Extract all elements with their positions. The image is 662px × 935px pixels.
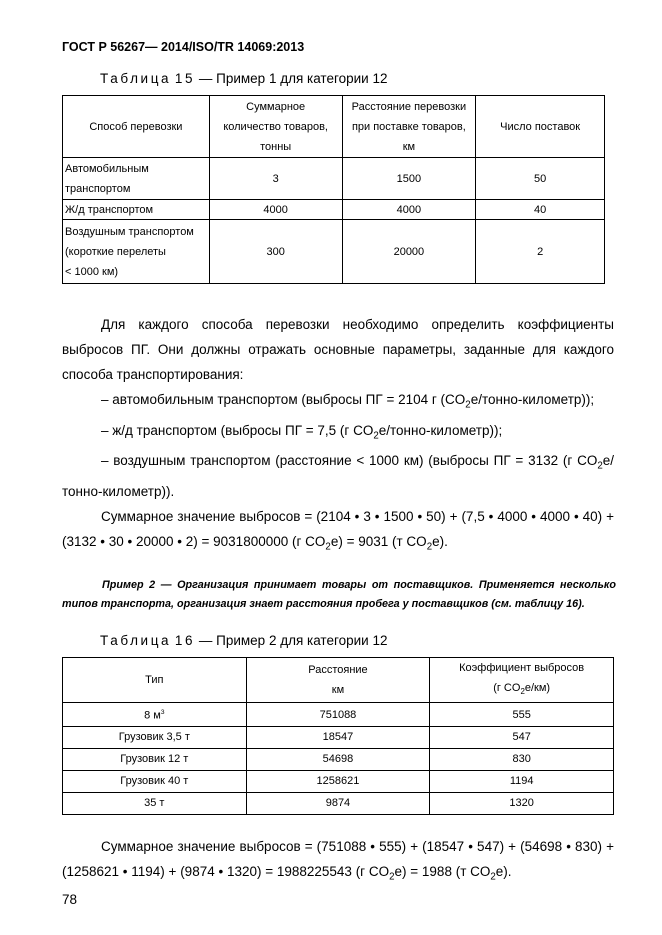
table15-cell-distance: 4000: [342, 200, 476, 220]
table16-cell-coefficient: 1320: [430, 792, 614, 814]
page-header: ГОСТ Р 56267— 2014/ISO/TR 14069:2013: [62, 40, 305, 54]
table16-header-type: Тип: [63, 658, 247, 703]
table15-header-mode: Способ перевозки: [63, 96, 210, 158]
table15-caption-word: Таблица: [100, 71, 172, 86]
table15-cell-mode: Автомобильным транспортом: [63, 158, 210, 200]
table-row: [63, 726, 614, 748]
table-row: [63, 792, 614, 814]
table16-caption-word: Таблица: [100, 633, 172, 648]
total-emissions-1: Суммарное значение выбросов = (2104 • 3 • 1500 • 50) + (7,5 • 4000 • 4000 • 40) + (3132 • 30 • 20000 • 2) = 9031800000 (г $CO_2е) = 9031$ (т $CO_2е$).: [62, 509, 614, 553]
table16-cell-distance: 54698: [246, 748, 430, 770]
table-row: [63, 770, 614, 792]
table16-header-coefficient: Коэффициент выбросов (г $CO_2е/км$): [430, 658, 614, 703]
table16-header-row: [63, 658, 614, 703]
table15-cell-tons: 3: [209, 158, 342, 200]
bullet-air: – воздушным транспортом (расстояние < 1000 км) (выбросы ПГ = 3132 (г $CO_2е/тонно-километр$)).: [62, 453, 614, 500]
table-15: [62, 95, 605, 284]
table16-cell-coefficient: 547: [430, 726, 614, 748]
body-text: [62, 312, 614, 560]
table15-cell-count: 40: [476, 200, 605, 220]
bullet-road: – автомобильным транспортом (выбросы ПГ = 2104 г $(CO_2е/тонно-километр)$);: [101, 392, 595, 411]
table-row: [63, 200, 605, 220]
table16-cell-distance: 18547: [246, 726, 430, 748]
table16-caption-number: 16: [174, 633, 196, 648]
table15-cell-count: 50: [476, 158, 605, 200]
table15-cell-distance: 1500: [342, 158, 476, 200]
table16-cell-distance: 9874: [246, 792, 430, 814]
total-emissions-2-text: Суммарное значение выбросов = (751088 • 555) + (18547 • 547) + (54698 • 830) + (1258621 • 1194) + (9874 • 1320) = 1988225543 (г $CO_2е) = 1988$ (т $CO_2е$).: [62, 839, 614, 883]
page-number: 78: [62, 892, 78, 907]
table15-caption-number: 15: [174, 71, 196, 86]
table15-header-distance: Расстояние перевозки при поставке товаров, км: [342, 96, 476, 158]
table-row: [63, 158, 605, 200]
example-2-note: Пример 2 — Организация принимает товары от поставщиков. Применяется несколько типов транспорта, организация знает расстояния пробега у поставщиков (см. таблицу 16).: [62, 579, 616, 610]
table16-cell-distance: 1258621: [246, 770, 430, 792]
table15-header-count: Число поставок: [476, 96, 605, 158]
table15-cell-mode: Воздушным транспортом (короткие перелеты < 1000 км): [63, 220, 210, 284]
table15-cell-tons: 4000: [209, 200, 342, 220]
table15-caption: [100, 71, 387, 86]
paragraph-coefficients: Для каждого способа перевозки необходимо определить коэффициенты выбросов ПГ. Они должны отражать основные параметры, заданные для каждого способа транспортирования:: [62, 317, 614, 382]
table-row: [63, 220, 605, 284]
table16-cell-coefficient: 1194: [430, 770, 614, 792]
table15-cell-distance: 20000: [342, 220, 476, 284]
table15-cell-count: 2: [476, 220, 605, 284]
table16-cell-distance: 751088: [246, 703, 430, 727]
table-row: [63, 748, 614, 770]
table16-caption-text: — Пример 2 для категории 12: [198, 633, 388, 648]
table16-cell-coefficient: 830: [430, 748, 614, 770]
table16-cell-type: Грузовик 3,5 т: [63, 726, 247, 748]
total-emissions-2: [62, 834, 614, 890]
table16-cell-type: Грузовик 40 т: [63, 770, 247, 792]
table16-caption: [100, 633, 387, 648]
table16-header-distance: Расстояние км: [246, 658, 430, 703]
table15-caption-text: — Пример 1 для категории 12: [198, 71, 388, 86]
table16-cell-type: 35 т: [63, 792, 247, 814]
table16-cell-coefficient: 555: [430, 703, 614, 727]
table15-header-row: [63, 96, 605, 158]
table-16: [62, 657, 614, 815]
table15-header-tons: Суммарное количество товаров, тонны: [209, 96, 342, 158]
table15-cell-tons: 300: [209, 220, 342, 284]
table16-cell-type: 8 $м^3$: [63, 703, 247, 727]
table-row: [63, 703, 614, 727]
table16-cell-type: Грузовик 12 т: [63, 748, 247, 770]
table15-cell-mode: Ж/д транспортом: [63, 200, 210, 220]
bullet-rail: – ж/д транспортом (выбросы ПГ = 7,5 (г $CO_2е/тонно-километр$));: [101, 422, 503, 442]
